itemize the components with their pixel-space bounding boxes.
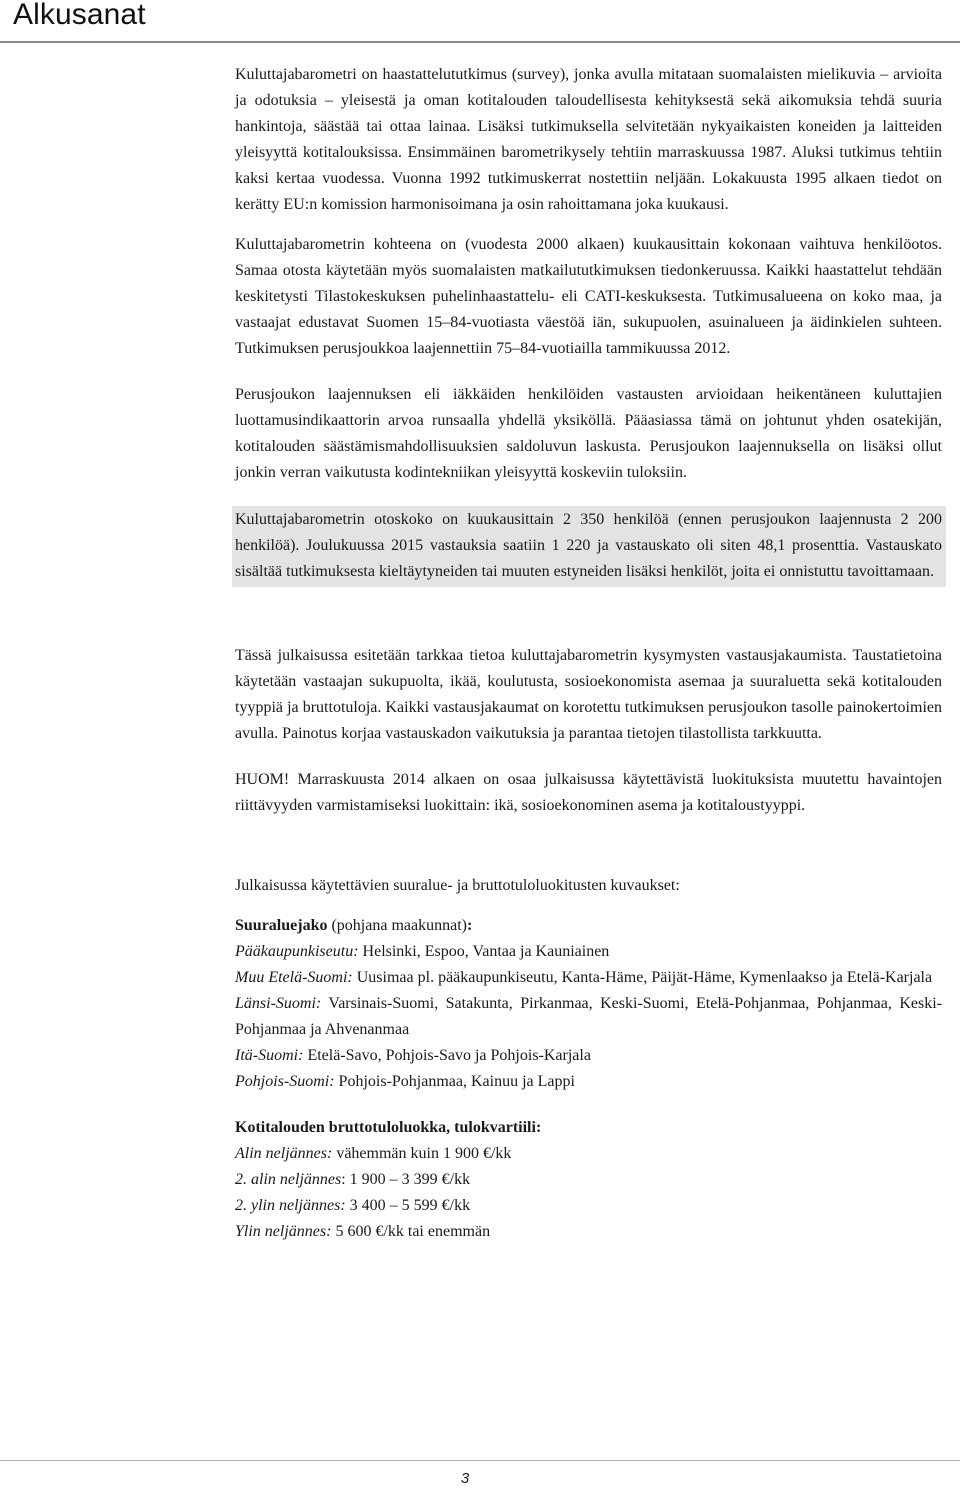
income-item: Ylin neljännes: 5 600 €/kk tai enemmän (235, 1223, 491, 1240)
page-title: Alkusanat (13, 0, 146, 31)
income-item: 2. alin neljännes: 1 900 – 3 399 €/kk (235, 1171, 471, 1188)
paragraph-sample-size: Kuluttajabarometrin otoskoko on kuukausittain 2 350 henkilöä (ennen perusjoukon laajennusta 2 200 henkilöä). Joulukuussa 2015 vastauksia saatiin 1 220 ja vastauskato oli siten 48,1 prosenttia. Vastauskato sisältää tutkimuksesta kieltäytyneiden tai muuten estyneiden lisäksi henkilöt, joita ei onnistuttu tavoittamaan. (232, 506, 946, 587)
region-item: Muu Etelä-Suomi: Uusimaa pl. pääkaupunkiseutu, Kanta-Häme, Päijät-Häme, Kymenlaakso ja Etelä-Karjala (235, 969, 933, 986)
region-section (235, 913, 942, 1095)
paragraph-note: HUOM! Marraskuusta 2014 alkaen on osaa julkaisussa käytettävistä luokituksista muutettu havaintojen riittävyyden varmistamiseksi luokittain: ikä, sosioekonominen asema ja kotitaloustyyppi. (235, 771, 942, 814)
footer-divider (0, 1460, 960, 1461)
page-number: 3 (460, 1470, 470, 1487)
income-section (235, 1115, 942, 1245)
body-text (235, 62, 942, 1245)
region-item: Pohjois-Suomi: Pohjois-Pohjanmaa, Kainuu ja Lappi (235, 1073, 575, 1090)
region-heading: Suuraluejako (pohjana maakunnat): (235, 917, 473, 934)
income-item: Alin neljännes: vähemmän kuin 1 900 €/kk (235, 1145, 512, 1162)
paragraph-classifications: Julkaisussa käytettävien suuralue- ja bruttotuloluokitusten kuvaukset: (235, 877, 680, 894)
paragraph-sample: Kuluttajabarometrin kohteena on (vuodesta 2000 alkaen) kuukausittain kokonaan vaihtuva henkilöotos. Samaa otosta käytetään myös suomalaisten matkailututkimuksen tiedonkeruussa. Kaikki haastattelut tehdään keskitetysti Tilastokeskuksen puhelinhaastattelu- eli CATI-keskuksesta. Tutkimusalueena on koko maa, ja vastaajat edustavat Suomen 15–84-vuotiasta väestöä iän, sukupuolen, asuinalueen ja äidinkielen suhteen. Tutkimuksen perusjoukkoa laajennettiin 75–84-vuotiailla tammikuussa 2012. (235, 236, 942, 357)
paragraph-publication: Tässä julkaisussa esitetään tarkkaa tietoa kuluttajabarometrin kysymysten vastausjakaumista. Taustatietoina käytetään vastaajan sukupuolta, ikää, koulutusta, sosioekonomista asemaa ja suuraluetta sekä kotitalouden tyyppiä ja bruttotuloja. Kaikki vastausjakaumat on korotettu tutkimuksen perusjoukon tasolle painokertoimien avulla. Painotus korjaa vastauskadon vaikutuksia ja parantaa tietojen tilastollista tarkkuutta. (235, 647, 942, 742)
region-item: Länsi-Suomi: Varsinais-Suomi, Satakunta, Pirkanmaa, Keski-Suomi, Etelä-Pohjanmaa, Pohjanmaa, Keski-Pohjanmaa ja Ahvenanmaa (235, 995, 942, 1038)
income-item: 2. ylin neljännes: 3 400 – 5 599 €/kk (235, 1197, 471, 1214)
income-heading: Kotitalouden bruttotuloluokka, tulokvartiili: (235, 1119, 542, 1136)
region-item: Pääkaupunkiseutu: Helsinki, Espoo, Vantaa ja Kauniainen (235, 943, 610, 960)
title-divider (0, 41, 960, 43)
paragraph-intro: Kuluttajabarometri on haastattelututkimus (survey), jonka avulla mitataan suomalaisten mielikuvia – arvioita ja odotuksia – yleisestä ja oman kotitalouden taloudellisesta kehityksestä sekä aikomuksia tehdä suuria hankintoja, säästää tai ottaa lainaa. Lisäksi tutkimuksella selvitetään nykyaikaisten koneiden ja laitteiden yleisyyttä kotitalouksissa. Ensimmäinen barometrikysely tehtiin marraskuussa 1987. Aluksi tutkimus tehtiin kaksi kertaa vuodessa. Vuonna 1992 tutkimuskerrat nostettiin neljään. Lokakuusta 1995 alkaen tiedot on kerätty EU:n komission harmonisoimana ja osin rahoittamana joka kuukausi. (235, 66, 942, 213)
paragraph-population: Perusjoukon laajennuksen eli iäkkäiden henkilöiden vastausten arvioidaan heikentäneen kuluttajien luottamusindikaattorin arvoa runsaalla yhdellä yksiköllä. Pääasiassa tämä on johtunut yhden osatekijän, kotitalouden säästämismahdollisuuksien saldoluvun laskusta. Perusjoukon laajennuksella on lisäksi ollut jonkin verran vaikutusta kodintekniikan yleisyyttä koskeviin tuloksiin. (235, 386, 942, 481)
region-item: Itä-Suomi: Etelä-Savo, Pohjois-Savo ja Pohjois-Karjala (235, 1047, 591, 1064)
